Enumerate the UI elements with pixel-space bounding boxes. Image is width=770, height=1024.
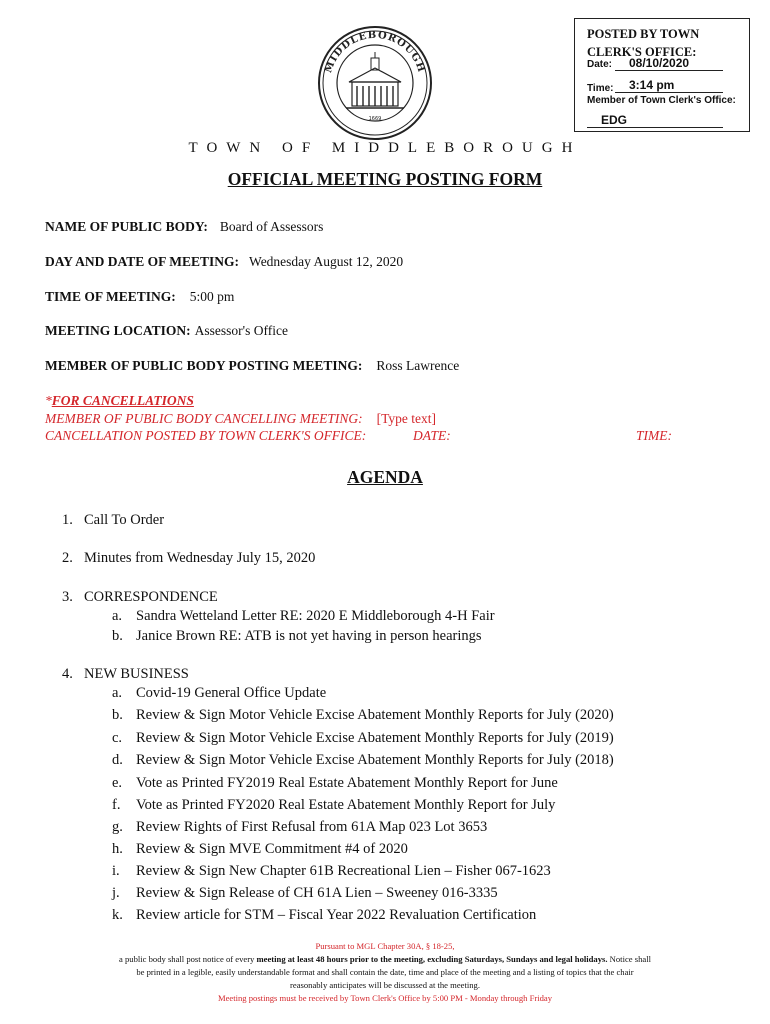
agenda-subitem xyxy=(112,685,326,702)
agenda-item xyxy=(62,550,315,567)
field-meeting-location-label: MEETING LOCATION: xyxy=(45,323,191,338)
agenda-subitem xyxy=(112,863,551,880)
town-name: TOWN OF MIDDLEBOROUGH xyxy=(188,140,582,156)
stamp-time-value: 3:14 pm xyxy=(615,78,723,93)
agenda-subitem-text: Review & Sign MVE Commitment #4 of 2020 xyxy=(136,841,408,857)
field-meeting-date-value: Wednesday August 12, 2020 xyxy=(249,254,404,269)
agenda-subitem xyxy=(112,885,498,902)
footer-notice-post: Notice shall xyxy=(607,954,651,964)
agenda-item xyxy=(62,589,218,606)
stamp-date-label: Date: xyxy=(587,59,613,70)
agenda-subitem-text: Review Rights of First Refusal from 61A Map 023 Lot 3653 xyxy=(136,819,488,835)
agenda-subitem xyxy=(112,752,614,769)
cancellations-time-label: TIME: xyxy=(636,428,672,443)
form-title: OFFICIAL MEETING POSTING FORM xyxy=(227,169,543,189)
field-public-body-label: NAME OF PUBLIC BODY: xyxy=(45,219,208,234)
stamp-member-label: Member of Town Clerk's Office: xyxy=(587,95,736,106)
cancellations-member-value: [Type text] xyxy=(376,411,437,426)
footer-notice-pre: a public body shall post notice of every xyxy=(119,954,257,964)
agenda-subitem xyxy=(112,730,614,747)
agenda-item-number: 2. xyxy=(62,550,73,566)
field-meeting-date-label: DAY AND DATE OF MEETING: xyxy=(45,254,240,269)
cancellations-member-label: MEMBER OF PUBLIC BODY CANCELLING MEETING: xyxy=(45,411,363,426)
agenda-subitem xyxy=(112,628,482,645)
agenda-subitem-text: Review & Sign Motor Vehicle Excise Abatement Monthly Reports for July (2020) xyxy=(136,707,614,723)
footer-notice-bold: meeting at least 48 hours prior to the meeting, excluding Saturdays, Sundays and legal holidays. xyxy=(256,954,608,964)
agenda-subitem xyxy=(112,797,555,814)
agenda-subitem-letter: a. xyxy=(112,608,123,624)
agenda-subitem-text: Janice Brown RE: ATB is not yet having in person hearings xyxy=(136,628,482,644)
agenda-subitem-letter: i. xyxy=(112,863,120,879)
agenda-subitem-letter: f. xyxy=(112,797,121,813)
agenda-subitem-text: Review & Sign Motor Vehicle Excise Abatement Monthly Reports for July (2018) xyxy=(136,752,614,768)
agenda-item xyxy=(62,512,164,529)
cancellations-member-row xyxy=(45,411,436,427)
agenda-subitem-text: Vote as Printed FY2019 Real Estate Abatement Monthly Report for June xyxy=(136,775,558,791)
agenda-subitem-letter: e. xyxy=(112,775,123,791)
clerk-posting-stamp xyxy=(574,18,750,132)
cancellations-heading-text: FOR CANCELLATIONS xyxy=(51,393,194,408)
agenda-item-text: NEW BUSINESS xyxy=(84,666,189,682)
stamp-date-value: 08/10/2020 xyxy=(615,56,723,71)
agenda-subitem-letter: b. xyxy=(112,628,123,644)
agenda-subitem-text: Review article for STM – Fiscal Year 2022 Revaluation Certification xyxy=(136,907,537,923)
agenda-item-number: 1. xyxy=(62,512,73,528)
footer-deadline: Meeting postings must be received by Town Clerk's Office by 5:00 PM - Monday through Friday xyxy=(217,993,553,1003)
field-meeting-time xyxy=(45,289,234,305)
svg-text:MIDDLEBOROUGH: MIDDLEBOROUGH xyxy=(323,29,427,75)
field-meeting-location-value: Assessor's Office xyxy=(194,323,288,338)
agenda-subitem-letter: j. xyxy=(112,885,120,901)
field-public-body-value: Board of Assessors xyxy=(219,219,324,234)
agenda-subitem xyxy=(112,907,536,924)
footer-format-line: be printed in a legible, easily understandable format and shall contain the date, time and place of the meeting and a listing of topics that the chair xyxy=(136,967,634,977)
footer-topics-line: reasonably anticipates will be discussed at the meeting. xyxy=(290,980,480,990)
agenda-subitem xyxy=(112,841,408,858)
cancellations-asterisk: * xyxy=(45,393,52,408)
agenda-item-number: 4. xyxy=(62,666,73,682)
agenda-subitem-text: Review & Sign Release of CH 61A Lien – Sweeney 016-3335 xyxy=(136,885,498,901)
agenda-subitem-text: Review & Sign Motor Vehicle Excise Abatement Monthly Reports for July (2019) xyxy=(136,730,614,746)
agenda-subitem-letter: b. xyxy=(112,707,123,723)
stamp-heading-line2: CLERK'S OFFICE: xyxy=(587,45,697,59)
stamp-heading-line1: POSTED BY TOWN xyxy=(587,27,700,41)
field-meeting-time-value: 5:00 pm xyxy=(189,289,235,304)
agenda-subitem-text: Vote as Printed FY2020 Real Estate Abatement Monthly Report for July xyxy=(136,797,556,813)
field-public-body xyxy=(45,219,323,235)
agenda-subitem-text: Covid-19 General Office Update xyxy=(136,685,327,701)
town-seal-icon xyxy=(316,24,434,142)
stamp-member-value: EDG xyxy=(587,113,723,128)
agenda-subitem-letter: c. xyxy=(112,730,123,746)
cancellations-date-label: DATE: xyxy=(413,428,451,443)
agenda-subitem-letter: a. xyxy=(112,685,123,701)
footer-notice-line xyxy=(30,953,740,966)
field-posting-member xyxy=(45,358,459,374)
cancellations-heading xyxy=(45,393,194,409)
agenda-subitem xyxy=(112,608,495,625)
field-meeting-time-label: TIME OF MEETING: xyxy=(45,289,176,304)
agenda-subitem-letter: k. xyxy=(112,907,123,923)
field-posting-member-value: Ross Lawrence xyxy=(376,358,460,373)
field-meeting-location xyxy=(45,323,288,339)
footer-statute: Pursuant to MGL Chapter 30A, § 18-25, xyxy=(315,941,455,951)
agenda-item xyxy=(62,666,189,683)
svg-text:1669: 1669 xyxy=(368,116,382,122)
agenda-item-text: Minutes from Wednesday July 15, 2020 xyxy=(84,550,316,566)
agenda-item-text: CORRESPONDENCE xyxy=(84,589,218,605)
agenda-subitem-letter: g. xyxy=(112,819,123,835)
agenda-subitem xyxy=(112,775,558,792)
agenda-item-number: 3. xyxy=(62,589,73,605)
agenda-subitem-letter: d. xyxy=(112,752,123,768)
cancellations-posted-label: CANCELLATION POSTED BY TOWN CLERK'S OFFICE: xyxy=(45,428,367,443)
agenda-subitem-text: Review & Sign New Chapter 61B Recreational Lien – Fisher 067-1623 xyxy=(136,863,551,879)
legal-footer xyxy=(30,940,740,1005)
agenda-item-text: Call To Order xyxy=(84,512,165,528)
agenda-subitem xyxy=(112,707,614,724)
stamp-time-label: Time: xyxy=(587,83,614,94)
agenda-title: AGENDA xyxy=(347,467,423,487)
agenda-subitem-text: Sandra Wetteland Letter RE: 2020 E Middleborough 4-H Fair xyxy=(136,608,495,624)
agenda-subitem-letter: h. xyxy=(112,841,123,857)
field-posting-member-label: MEMBER OF PUBLIC BODY POSTING MEETING: xyxy=(45,358,363,373)
agenda-subitem xyxy=(112,819,487,836)
field-meeting-date xyxy=(45,254,403,270)
